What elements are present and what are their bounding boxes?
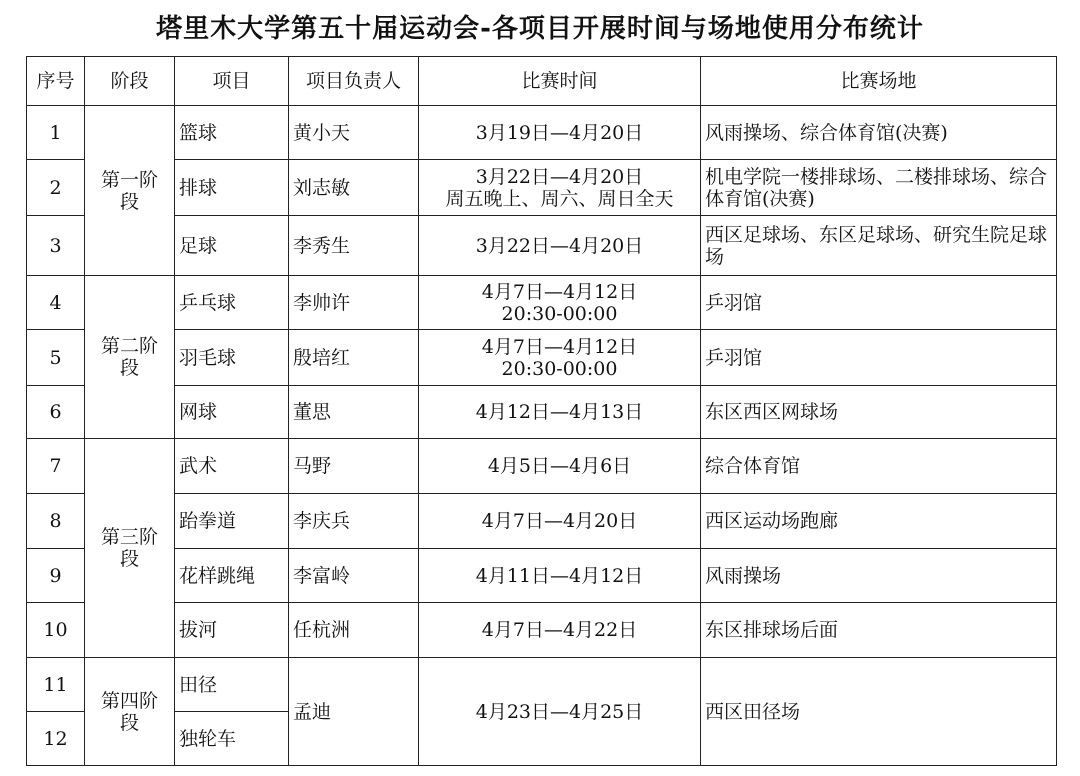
table-row: [27, 658, 1057, 712]
row-no: 1: [27, 106, 85, 160]
event-time: [419, 106, 701, 160]
time-range: 4月12日—4月13日: [475, 401, 644, 423]
event-time: [419, 160, 701, 216]
table-row: [27, 216, 1057, 276]
event-name: 网球: [175, 386, 289, 439]
row-no: 8: [27, 494, 85, 549]
leader-name: 董思: [289, 386, 419, 439]
time-range: 4月7日—4月22日: [481, 619, 638, 641]
header-stage: 阶段: [85, 57, 175, 106]
event-venue: 乒羽馆: [701, 276, 1057, 330]
event-name: 田径: [175, 658, 289, 712]
stage-4: 第四阶段: [85, 658, 175, 766]
schedule-table: [26, 56, 1057, 766]
event-name: 篮球: [175, 106, 289, 160]
event-venue: 西区足球场、东区足球场、研究生院足球场: [701, 216, 1057, 276]
time-range: 3月19日—4月20日: [475, 121, 644, 144]
time-range: 3月22日—4月20日: [475, 165, 644, 188]
event-venue: 风雨操场、综合体育馆(决赛): [701, 106, 1057, 160]
header-event: 项目: [175, 57, 289, 106]
stage-1: 第一阶段: [85, 106, 175, 276]
header-no: 序号: [27, 57, 85, 106]
event-time: [419, 494, 701, 549]
event-venue: 东区排球场后面: [701, 603, 1057, 658]
leader-name: 李秀生: [289, 216, 419, 276]
leader-name: 李庆兵: [289, 494, 419, 549]
time-range: 4月7日—4月20日: [481, 510, 638, 532]
event-name: 足球: [175, 216, 289, 276]
time-range: 4月11日—4月12日: [475, 564, 644, 587]
header-time: 比赛时间: [419, 57, 701, 106]
table-row: [27, 494, 1057, 549]
row-no: 10: [27, 603, 85, 658]
leader-name: 李富岭: [289, 549, 419, 603]
leader-name: 孟迪: [289, 658, 419, 766]
table-row: [27, 160, 1057, 216]
row-no: 12: [27, 712, 85, 766]
leader-name: 李帅许: [289, 276, 419, 330]
stage-3: 第三阶段: [85, 439, 175, 658]
header-row: [27, 57, 1057, 106]
event-time: [419, 330, 701, 386]
table-row: [27, 276, 1057, 330]
event-name: 拔河: [175, 603, 289, 658]
time-range: 4月7日—4月12日: [481, 280, 638, 303]
row-no: 7: [27, 439, 85, 494]
stage-2: 第二阶段: [85, 276, 175, 439]
row-no: 2: [27, 160, 85, 216]
table-row: [27, 603, 1057, 658]
time-detail: 20:30-00:00: [501, 357, 618, 380]
time-detail: 20:30-00:00: [501, 302, 618, 325]
event-time: [419, 658, 701, 766]
time-range: 4月23日—4月25日: [475, 700, 644, 723]
header-venue: 比赛场地: [701, 57, 1057, 106]
table-row: [27, 386, 1057, 439]
header-leader: 项目负责人: [289, 57, 419, 106]
leader-name: 任杭洲: [289, 603, 419, 658]
leader-name: 殷培红: [289, 330, 419, 386]
event-venue: 乒羽馆: [701, 330, 1057, 386]
event-name: 武术: [175, 439, 289, 494]
event-name: 跆拳道: [175, 494, 289, 549]
event-time: [419, 386, 701, 439]
event-time: [419, 603, 701, 658]
event-time: [419, 439, 701, 494]
event-venue: 西区运动场跑廊: [701, 494, 1057, 549]
time-range: 4月5日—4月6日: [487, 455, 632, 477]
time-range: 3月22日—4月20日: [475, 234, 644, 257]
page-title: 塔里木大学第五十届运动会-各项目开展时间与场地使用分布统计: [156, 14, 924, 44]
row-no: 11: [27, 658, 85, 712]
event-name: 排球: [175, 160, 289, 216]
event-name: 花样跳绳: [175, 549, 289, 603]
event-venue: 风雨操场: [701, 549, 1057, 603]
event-name: 独轮车: [175, 712, 289, 766]
event-name: 羽毛球: [175, 330, 289, 386]
event-venue: 东区西区网球场: [701, 386, 1057, 439]
event-time: [419, 276, 701, 330]
leader-name: 马野: [289, 439, 419, 494]
row-no: 5: [27, 330, 85, 386]
table-row: [27, 106, 1057, 160]
time-detail: 周五晚上、周六、周日全天: [445, 187, 674, 210]
event-time: [419, 549, 701, 603]
row-no: 9: [27, 549, 85, 603]
event-venue: 机电学院一楼排球场、二楼排球场、综合体育馆(决赛): [701, 160, 1057, 216]
leader-name: 黄小天: [289, 106, 419, 160]
event-time: [419, 216, 701, 276]
row-no: 4: [27, 276, 85, 330]
table-row: [27, 549, 1057, 603]
row-no: 3: [27, 216, 85, 276]
table-row: [27, 330, 1057, 386]
table-row: [27, 439, 1057, 494]
time-range: 4月7日—4月12日: [481, 335, 638, 358]
leader-name: 刘志敏: [289, 160, 419, 216]
row-no: 6: [27, 386, 85, 439]
event-venue: 西区田径场: [701, 658, 1057, 766]
event-name: 乒乓球: [175, 276, 289, 330]
event-venue: 综合体育馆: [701, 439, 1057, 494]
